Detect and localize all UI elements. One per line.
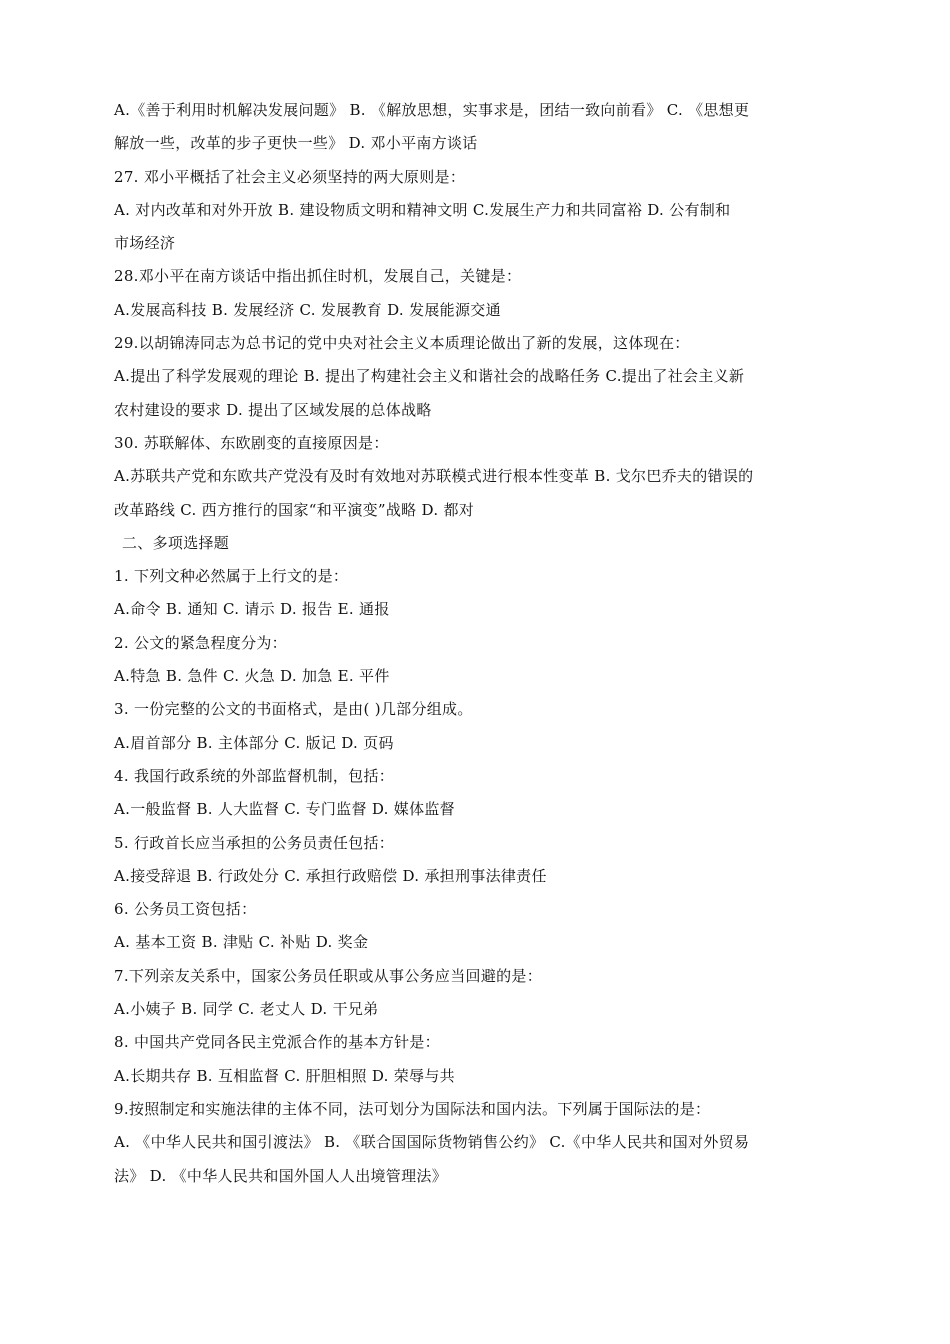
- option-line: A.命令 B. 通知 C. 请示 D. 报告 E. 通报: [114, 600, 390, 619]
- option-line: A.长期共存 B. 互相监督 C. 肝胆相照 D. 荣辱与共: [114, 1066, 455, 1085]
- option-line: A.特急 B. 急件 C. 火急 D. 加急 E. 平件: [114, 667, 390, 686]
- option-line-continued: 市场经济: [114, 234, 176, 253]
- question-6: 6. 公务员工资包括：: [114, 900, 257, 919]
- option-line-continued: 解放一些，改革的步子更快一些》 D. 邓小平南方谈话: [114, 134, 478, 153]
- question-5: 5. 行政首长应当承担的公务员责任包括：: [114, 833, 395, 852]
- option-line: A.《善于利用时机解决发展问题》 B. 《解放思想，实事求是，团结一致向前看》 C. 《思想更: [114, 101, 750, 119]
- question-3: 3. 一份完整的公文的书面格式，是由( )几部分组成。: [114, 700, 473, 719]
- option-line-continued: 改革路线 C. 西方推行的国家“和平演变”战略 D. 都对: [114, 500, 475, 519]
- question-28: 28.邓小平在南方谈话中指出抓住时机，发展自己，关键是：: [114, 267, 522, 286]
- option-line-continued: 农村建设的要求 D. 提出了区域发展的总体战略: [114, 400, 432, 419]
- option-line: A.小姨子 B. 同学 C. 老丈人 D. 干兄弟: [114, 1000, 379, 1019]
- question-29: 29.以胡锦涛同志为总书记的党中央对社会主义本质理论做出了新的发展，这体现在：: [114, 334, 690, 353]
- document-body: [114, 94, 838, 1193]
- option-line: A. 对内改革和对外开放 B. 建设物质文明和精神文明 C.发展生产力和共同富裕 D. 公有制和: [114, 200, 731, 219]
- option-line: A.一般监督 B. 人大监督 C. 专门监督 D. 媒体监督: [114, 800, 455, 819]
- question-4: 4. 我国行政系统的外部监督机制，包括：: [114, 766, 395, 785]
- option-line: A. 《中华人民共和国引渡法》 B. 《联合国国际货物销售公约》 C.《中华人民共和国对外贸易: [114, 1133, 750, 1152]
- question-2: 2. 公文的紧急程度分为：: [114, 633, 287, 652]
- option-line: A.接受辞退 B. 行政处分 C. 承担行政赔偿 D. 承担刑事法律责任: [114, 866, 547, 885]
- option-line: A.发展高科技 B. 发展经济 C. 发展教育 D. 发展能源交通: [114, 300, 501, 319]
- question-9: 9.按照制定和实施法律的主体不同，法可划分为国际法和国内法。下列属于国际法的是：: [114, 1099, 711, 1118]
- option-line: A.眉首部分 B. 主体部分 C. 版记 D. 页码: [114, 733, 394, 752]
- option-line: A. 基本工资 B. 津贴 C. 补贴 D. 奖金: [114, 933, 369, 952]
- option-line: A.提出了科学发展观的理论 B. 提出了构建社会主义和谐社会的战略任务 C.提出了社会主义新: [114, 367, 745, 386]
- option-line: A.苏联共产党和东欧共产党没有及时有效地对苏联模式进行根本性变革 B. 戈尔巴乔夫的错误的: [114, 467, 754, 486]
- question-27: 27. 邓小平概括了社会主义必须坚持的两大原则是：: [114, 167, 466, 186]
- question-30: 30. 苏联解体、东欧剧变的直接原因是：: [114, 433, 389, 452]
- question-7: 7.下列亲友关系中，国家公务员任职或从事公务应当回避的是：: [114, 966, 543, 985]
- section-heading: 二、多项选择题: [122, 533, 230, 552]
- question-1: 1. 下列文种必然属于上行文的是：: [114, 567, 349, 586]
- question-8: 8. 中国共产党同各民主党派合作的基本方针是：: [114, 1033, 440, 1052]
- option-line-continued: 法》 D. 《中华人民共和国外国人人出境管理法》: [114, 1166, 447, 1185]
